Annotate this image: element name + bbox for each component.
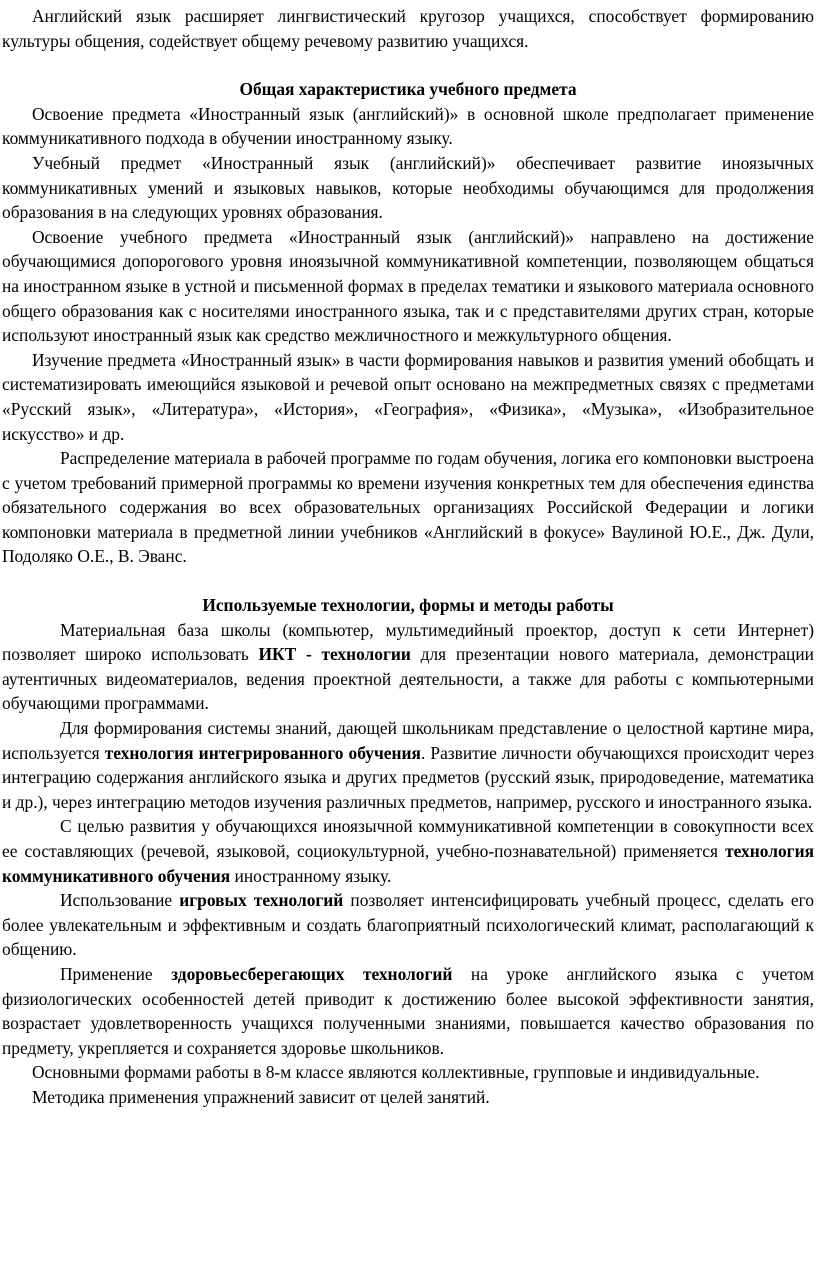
paragraph-interdisciplinary: Изучение предмета «Иностранный язык» в части формирования навыков и развития умений обобщать и систематизировать имеющийся языковой и речевой опыт основано на межпредметных связях с предметами «Русский язык», «Литература», «История», «География», «Физика», «Музыка», «Изобразительное искусство» и др. (2, 349, 814, 444)
paragraph-methods: Методика применения упражнений зависит от целей занятий. (32, 1086, 490, 1107)
text-run: Материальная база школы (компьютер, мультимедийный проектор, доступ к сети Интернет) позволяет широко использовать (2, 619, 814, 665)
paragraph-integrated (2, 716, 814, 814)
bold-term-integrated: технология интегрированного обучения (104, 742, 421, 763)
paragraph-forms: Основными формами работы в 8-м классе являются коллективные, групповые и индивидуальные. (32, 1062, 760, 1083)
spacer (2, 569, 814, 593)
intro-paragraph: Английский язык расширяет лингвистический кругозор учащихся, способствует формированию культуры общения, содействует общему речевому развитию учащихся. (2, 6, 814, 51)
paragraph-communicative (2, 814, 814, 888)
text-run: Для формирования системы знаний, дающей школьникам представление о целостной картине мира, используется (2, 718, 814, 763)
text-run: Применение (60, 963, 172, 984)
text-run: иностранному языку. (230, 865, 392, 886)
section-title-technologies: Используемые технологии, формы и методы работы (202, 595, 614, 616)
bold-term-games: игровых технологий (179, 890, 344, 911)
bold-term-communicative: технология коммуникативного обучения (2, 841, 814, 886)
paragraph-ict (2, 618, 814, 716)
text-run: на уроке английского языка с учетом физиологических особенностей детей приводит к достижению более высокой эффективности занятия, возрастает удовлетворенность учащихся полученными знаниями, повышается качество образования по предмету, укрепляется и сохраняется здоровье школьников. (2, 963, 814, 1058)
text-run: для презентации нового материала, демонстрации аутентичных видеоматериалов, ведения проектной деятельности, а также для работы с компьютерными обучающими программами. (2, 644, 814, 714)
paragraph-mastery: Освоение предмета «Иностранный язык (английский)» в основной школе предполагает применение коммуникативного подхода в обучении иностранному языку. (2, 103, 814, 149)
paragraph-health (2, 962, 814, 1060)
section-title-characteristics: Общая характеристика учебного предмета (239, 79, 577, 100)
text-run: . Развитие личности обучающихся происходит через интеграцию содержания английского языка и других предметов (русский язык, природоведение, математика и др.), через интеграцию методов изучения различных предметов, например, русского и иностранного языка. (2, 742, 814, 812)
bold-term-ict: ИКТ - технологии (258, 644, 411, 665)
paragraph-games (2, 888, 814, 962)
bold-term-health: здоровьесберегающих технологий (171, 963, 453, 984)
text-run: позволяет интенсифицировать учебный процесс, сделать его более увлекательным и эффективным и создать благоприятный психологический климат, располагающий к общению. (2, 890, 814, 960)
text-run: С целью развития у обучающихся иноязычной коммуникативной компетенции в совокупности всех ее составляющих (речевой, языковой, социокультурной, учебно-познавательной) применяется (2, 816, 814, 861)
paragraph-competence: Освоение учебного предмета «Иностранный язык (английский)» направлено на достижение обучающимися допорогового уровня иноязычной коммуникативной компетенции, позволяющем общаться на иностранном языке в устной и письменной формах в пределах тематики и языкового материала основного общего образования как с носителями иностранного языка, так и с представителями других стран, которые используют иностранный язык как средство межличностного и межкультурного общения. (2, 226, 814, 346)
spacer (2, 53, 814, 77)
text-run: Использование (60, 890, 180, 911)
paragraph-subject: Учебный предмет «Иностранный язык (английский)» обеспечивает развитие иноязычных коммуникативных умений и языковых навыков, которые необходимы обучающимся для продолжения образования в на следующих уровнях образования. (2, 152, 814, 223)
paragraph-distribution: Распределение материала в рабочей программе по годам обучения, логика его компоновки выстроена с учетом требований примерной программы ко времени изучения конкретных тем для обеспечения единства обязательного содержания во всех образовательных организациях Российской Федерации и логики компоновки материала в предметной линии учебников «Английский в фокусе» Ваулиной Ю.Е., Дж. Дули, Подоляко О.Е., В. Эванс. (2, 448, 814, 567)
